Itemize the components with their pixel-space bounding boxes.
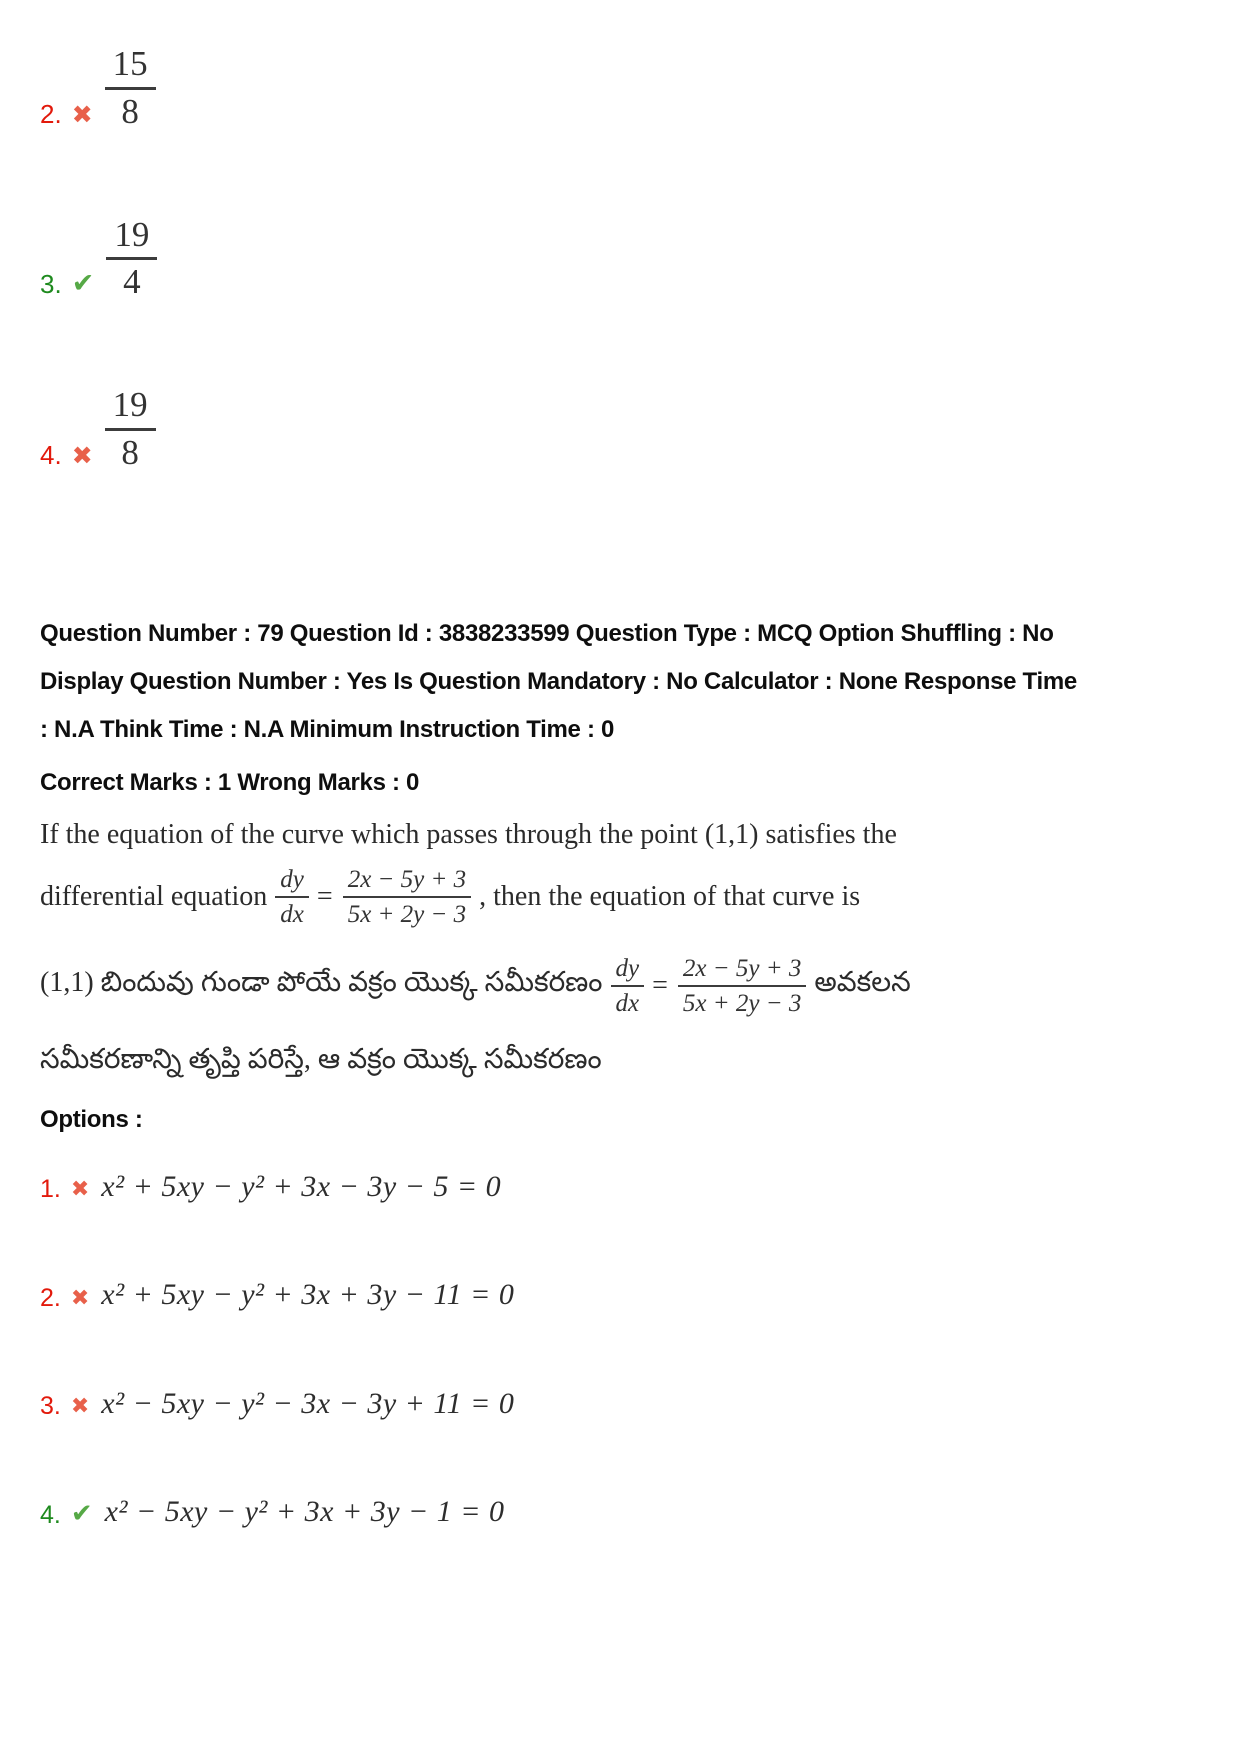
wrong-cross-icon: ✖	[71, 440, 93, 470]
fraction-value	[106, 214, 157, 302]
correct-check-icon: ✔	[70, 1498, 93, 1529]
option-equation: x² + 5xy − y² + 3x − 3y − 5 = 0	[101, 1169, 502, 1203]
option-row	[40, 387, 1200, 472]
option-number: 2.	[40, 1283, 61, 1312]
correct-check-icon: ✔	[71, 268, 95, 299]
fraction-numerator: 19	[106, 217, 157, 261]
fraction-denominator: 4	[123, 262, 141, 302]
question-body	[40, 818, 1200, 1134]
derivative-denominator: dx	[280, 901, 304, 928]
option-number: 4.	[40, 1500, 61, 1529]
equals-sign: =	[316, 881, 333, 912]
derivative-numerator: dy	[275, 866, 309, 899]
rhs-denominator: 5x + 2y − 3	[682, 990, 802, 1017]
rhs-fraction	[678, 955, 806, 1018]
rhs-numerator: 2x − 5y + 3	[343, 866, 471, 899]
fraction-value	[105, 46, 156, 131]
option-row	[40, 1278, 1200, 1313]
fraction-denominator: 8	[121, 91, 139, 131]
option-row	[40, 1170, 1200, 1205]
telugu-text-prefix: (1,1) బిందువు గుండా పోయే వక్రం యొక్క సమీకరణం	[40, 967, 603, 998]
question-text-english-line2	[40, 866, 1200, 929]
derivative-denominator: dx	[615, 990, 640, 1017]
option-number: 3.	[40, 1392, 61, 1420]
fraction-numerator: 19	[105, 387, 156, 431]
question-metadata	[40, 610, 1200, 798]
option-equation: x² − 5xy − y² + 3x + 3y − 1 = 0	[104, 1495, 505, 1528]
question-text-telugu-line2: సమీకరణాన్ని తృప్తి పరిస్తే, ఆ వక్రం యొక్క సమీకరణం	[40, 1043, 602, 1075]
rhs-denominator: 5x + 2y − 3	[347, 901, 467, 928]
option-equation: x² + 5xy − y² + 3x + 3y − 11 = 0	[101, 1278, 515, 1311]
derivative-fraction	[611, 955, 645, 1018]
option-row	[40, 1495, 1200, 1530]
derivative-fraction	[275, 866, 309, 929]
telugu-text-suffix: అవకలన	[814, 967, 911, 998]
option-equation: x² − 5xy − y² − 3x − 3y + 11 = 0	[101, 1386, 515, 1420]
option-number: 3.	[40, 269, 62, 299]
option-row	[40, 1387, 1200, 1422]
previous-question-options	[40, 0, 1200, 472]
fraction-value	[105, 387, 156, 472]
option-row	[40, 46, 1200, 131]
option-number: 2.	[40, 98, 62, 129]
question-text-english-line1: If the equation of the curve which passes through the point (1,1) satisfies the	[40, 818, 897, 850]
rhs-numerator: 2x − 5y + 3	[678, 955, 806, 988]
wrong-cross-icon: ✖	[70, 1177, 90, 1202]
question-text-prefix: differential equation	[40, 881, 268, 912]
option-row	[40, 214, 1200, 302]
option-number: 4.	[40, 439, 62, 470]
metadata-line: : N.A Think Time : N.A Minimum Instruction Time : 0	[40, 715, 615, 743]
wrong-cross-icon: ✖	[70, 1394, 90, 1419]
question-text-suffix: , then the equation of that curve is	[479, 881, 861, 912]
fraction-numerator: 15	[105, 46, 156, 90]
option-number: 1.	[40, 1175, 61, 1203]
derivative-numerator: dy	[611, 955, 645, 988]
equals-sign: =	[652, 970, 668, 1001]
rhs-fraction	[343, 866, 471, 929]
wrong-cross-icon: ✖	[71, 99, 93, 129]
answer-options	[40, 1170, 1200, 1530]
metadata-line: Question Number : 79 Question Id : 3838233599 Question Type : MCQ Option Shuffling : No	[40, 619, 1054, 647]
question-text-telugu-line1	[40, 955, 1200, 1018]
wrong-cross-icon: ✖	[70, 1285, 90, 1311]
metadata-line: Display Question Number : Yes Is Question Mandatory : No Calculator : None Response Time	[40, 667, 1077, 695]
marks-line: Correct Marks : 1 Wrong Marks : 0	[40, 768, 420, 796]
options-label: Options :	[40, 1105, 143, 1133]
fraction-denominator: 8	[121, 432, 139, 472]
